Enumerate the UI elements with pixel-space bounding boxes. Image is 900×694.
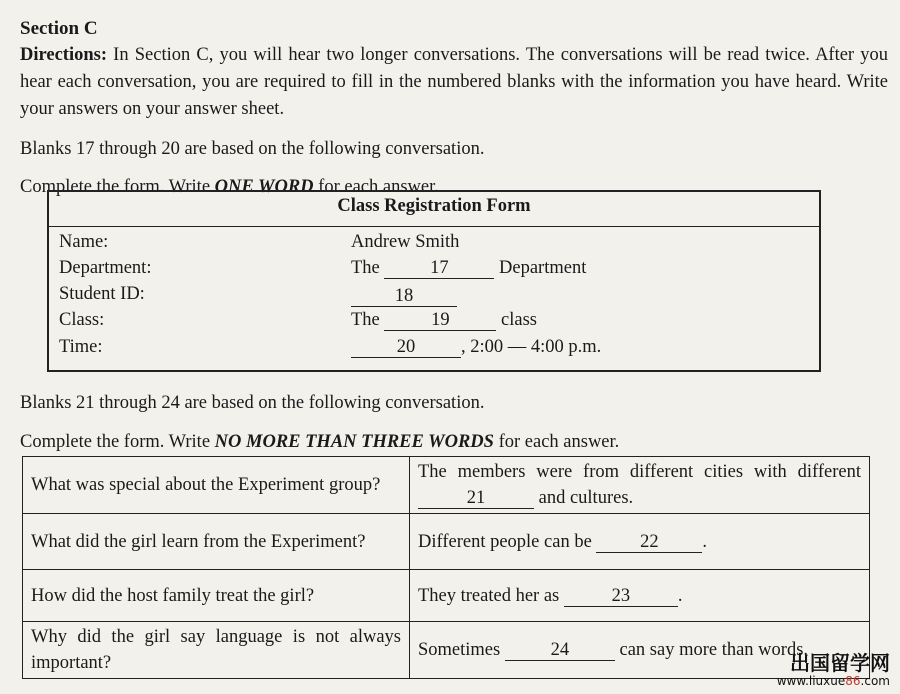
answer-cell: Sometimes 24 can say more than words. (410, 622, 870, 679)
part2-instruction: Complete the form. Write NO MORE THAN THREE WORDS for each answer. (20, 432, 620, 452)
form-value-name: Andrew Smith (351, 232, 460, 252)
form-value-department: The 17 Department (351, 258, 587, 278)
section-title: Section C (20, 18, 98, 39)
question-cell: What was special about the Experiment group? (23, 457, 410, 514)
part1-instruction: Complete the form. Write ONE WORD for each answer. (20, 177, 439, 197)
question-cell: Why did the girl say language is not always important? (23, 622, 410, 679)
form-title-divider (49, 226, 819, 227)
directions (20, 42, 888, 123)
directions-label: Directions: (20, 45, 107, 65)
directions-text: In Section C, you will hear two longer conversations. The conversations will be read twice. After you hear each conversation, you are required to fill in the numbered blanks with the information you have heard. Write your answers on your answer sheet. (20, 45, 889, 119)
class-registration-form (47, 190, 821, 372)
question-cell: How did the host family treat the girl? (23, 570, 410, 622)
blank-21[interactable]: 21 (418, 488, 534, 509)
form-label-name: Name: (59, 232, 109, 252)
answer-cell: Different people can be 22 . (410, 514, 870, 570)
part2-intro: Blanks 21 through 24 are based on the following conversation. (20, 393, 485, 413)
blank-17[interactable]: 17 (384, 258, 494, 279)
answer-cell: The members were from different cities with different 21 and cultures. (410, 457, 870, 514)
form-label-student-id: Student ID: (59, 284, 145, 304)
question-cell: What did the girl learn from the Experiment? (23, 514, 410, 570)
blank-24[interactable]: 24 (505, 640, 615, 661)
table-row (23, 457, 870, 514)
form-value-student-id (351, 284, 457, 308)
answer-cell: They treated her as 23 . (410, 570, 870, 622)
table-row (23, 622, 870, 679)
part1-intro: Blanks 17 through 20 are based on the following conversation. (20, 139, 485, 159)
blank-19[interactable]: 19 (384, 310, 496, 331)
site-logo (777, 652, 890, 688)
blank-18[interactable]: 18 (351, 286, 457, 307)
form-label-department: Department: (59, 258, 152, 278)
form-value-time: 20 , 2:00 — 4:00 p.m. (351, 335, 601, 359)
form-label-class: Class: (59, 310, 105, 330)
conversation-answer-table (22, 456, 870, 679)
table-row (23, 514, 870, 570)
form-label-time: Time: (59, 337, 103, 357)
blank-22[interactable]: 22 (596, 532, 702, 553)
part1-instruction-emph: ONE WORD (214, 177, 314, 197)
blank-20[interactable]: 20 (351, 337, 461, 358)
part2-instruction-emph: NO MORE THAN THREE WORDS (214, 432, 494, 452)
logo-url: www.liuxue86.com (776, 674, 890, 688)
form-value-class: The 19 class (351, 310, 537, 330)
logo-text: 出国留学网 (790, 651, 890, 675)
blank-23[interactable]: 23 (564, 586, 678, 607)
table-row (23, 570, 870, 622)
form-title: Class Registration Form (337, 196, 531, 216)
